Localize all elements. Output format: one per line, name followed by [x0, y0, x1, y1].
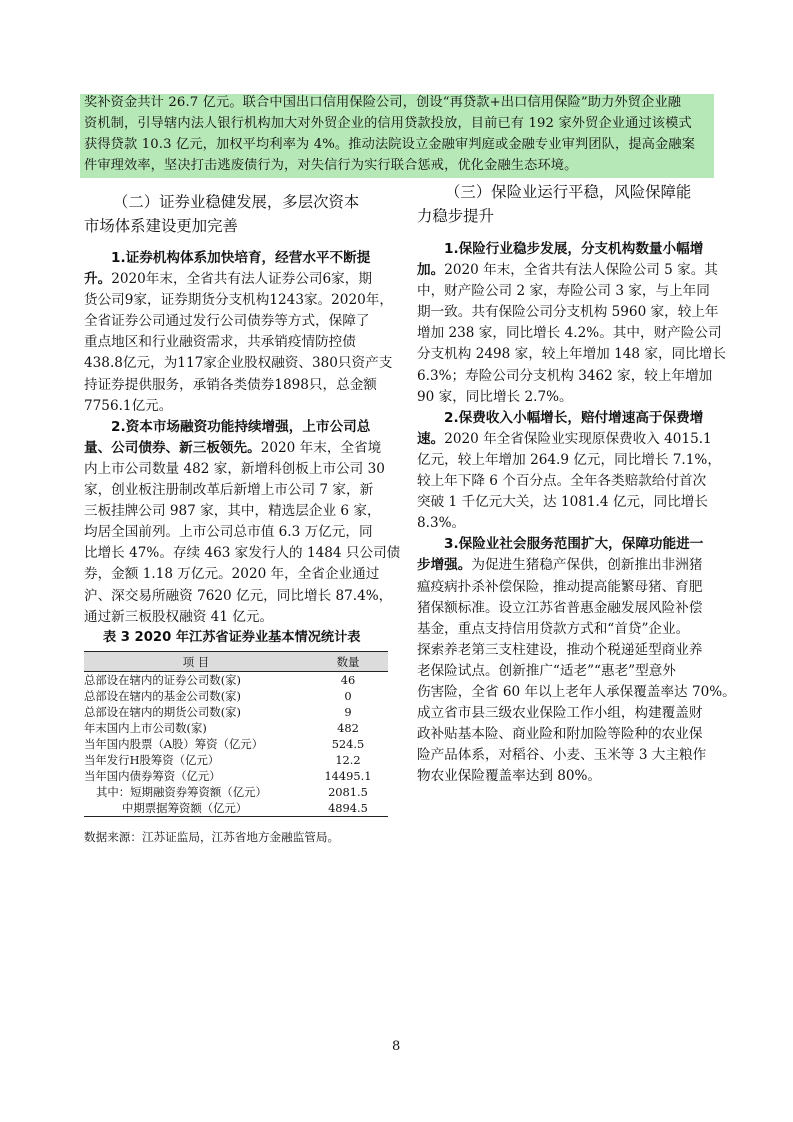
- paragraph-securities-1: 1.证券机构体系加快培育，经营水平不断提: [111, 250, 371, 266]
- table-cell-label: 年末国内上市公司数(家): [84, 721, 207, 735]
- text-line: 基金，重点支持信用贷款方式和“首贷”企业。: [417, 620, 690, 637]
- table-cell-label: 总部设在辖内的基金公司数(家): [84, 689, 241, 703]
- table-cell-value: 14495.1: [324, 769, 372, 783]
- paragraph-insurance-2-body: [417, 450, 721, 534]
- highlight-line: 资机制，引导辖内法人银行机构加大对外贸企业的信用贷款投放，目前已有 192 家外贸企业通过该模式: [84, 116, 692, 131]
- text-line: 探索养老第三支柱建设，推动个税递延型商业养: [417, 641, 703, 658]
- table-cell-value: 482: [337, 721, 359, 735]
- text-line: 6.3%；寿险公司分支机构 3462 家，较上年增加: [417, 367, 713, 384]
- text-line: 伤害险，全省 60 年以上老年人承保覆盖率达 70%。: [417, 683, 736, 700]
- text-line: 期一致。共有保险公司分支机构 5960 家，较上年: [417, 304, 719, 321]
- table-header-item: 项 目: [84, 652, 308, 672]
- text-line: 成立省市县三级农业保险工作小组，构建覆盖财: [417, 705, 703, 722]
- text-line: 分支机构 2498 家，较上年增加 148 家，同比增长: [417, 346, 726, 363]
- table-cell-value: 0: [344, 689, 352, 703]
- section-heading-securities: （二）证券业稳健发展，多层次资本: [113, 193, 360, 211]
- right-column: （三）保险业运行平稳，风险保障能 力稳步提升 1.保险行业稳步发展，分支机构数量小幅增 加。2020 年末，全省共有法人保险公司 5 家。其 中，财产险公司 2 家，寿险公司 3 家，与上年同 期一致。共有保险公司分支机构 5960 家，较上年 增加 238 家，同比增长 4.2%。其中，财产险公司 分支机构 2498 家，较上年增加 148 家，同比增长 6.3%；寿险公司分支机构 3462 家，较上年增加 90 家，同比增长 2.7%。 2.保费收入小幅增长，赔付增速高于保费增 速。2020 年全省保险业实现原保费收入 4015.1 亿元，较上年增加 264.9 亿元，同比增长 7.1%， 较上年下降 6 个百分点。全年各类赔款给付首次 突破 1 千亿元大关，达 1081.4 亿元，同比增长 8.3%。 3.保险业社会服务范围扩大，保障功能进一 步增强。为促进生猪稳产保供，创新推出非洲猪 瘟疫病扑杀补偿保险，推动提高能繁母猪、育肥 猪保额标准。设立江苏省普惠金融发展风险补偿 基金，重点支持信用贷款方式和“首贷”企业。 探索养老第三支柱建设，推动个税递延型商业养 老保险试点。创新推广“适老”“惠老”型意外 伤害险，全省 60 年以上老年人承保覆盖率达 70%。 成立省市县三级农业保险工作小组，构建覆盖财 政补贴基本险、商业险和附加险等险种的农业保 险产品体系，对稻谷、小麦、玉米等 3 大主粮作 物农业保险覆盖率达到 80%。: [417, 180, 717, 787]
- text-line: 全省证券公司通过发行公司债券等方式，保障了: [84, 313, 370, 330]
- highlight-line: 件审理效率，坚决打击逃废债行为，对失信行为实行联合惩戒，优化金融生态环境。: [84, 158, 578, 173]
- table-cell-label: 中期票据筹资额（亿元）: [84, 800, 308, 817]
- table-cell-value: 46: [340, 673, 356, 687]
- section-heading-insurance-2: 力稳步提升: [417, 207, 494, 225]
- text-line: 均居全国前列。上市公司总市值 6.3 万亿元，同: [84, 524, 373, 541]
- text-line: 重点地区和行业融资需求，共承销疫情防控债: [84, 334, 356, 351]
- text-line: 沪、深交易所融资 7620 亿元，同比增长 87.4%，: [84, 587, 393, 604]
- paragraph-insurance-1: 1.保险行业稳步发展，分支机构数量小幅增: [444, 241, 704, 257]
- text-line: 家，创业板注册制改革后新增上市公司 7 家，新: [84, 482, 374, 499]
- table-cell-label: 总部设在辖内的期货公司数(家): [84, 705, 241, 719]
- table-source: 数据来源：江苏证监局，江苏省地方金融监管局。: [84, 830, 340, 844]
- securities-table: [84, 651, 388, 817]
- text-line: 比增长 47%。存续 463 家发行人的 1484 只公司债: [84, 545, 401, 562]
- table-row: [84, 672, 388, 689]
- table-cell-value: 9: [344, 705, 352, 719]
- table-row: [84, 720, 388, 736]
- paragraph-insurance-3: 3.保险业社会服务范围扩大，保障功能进一: [444, 536, 704, 553]
- paragraph-securities-1-body: [84, 290, 393, 417]
- table-row: [84, 800, 388, 817]
- table-title: 表 3 2020 年江苏省证券业基本情况统计表: [103, 630, 361, 645]
- text-line: 持证券提供服务，承销各类债券1898只，总金额: [84, 376, 377, 393]
- paragraph-securities-2: 2.资本市场融资功能持续增强，上市公司总: [111, 418, 371, 435]
- text-line: 券，金额 1.18 万亿元。2020 年，全省企业通过: [84, 566, 380, 583]
- paragraph-securities-2-body: [84, 459, 401, 628]
- table-row: [84, 688, 388, 704]
- text-line: 物农业保险覆盖率达到 80%。: [417, 768, 602, 785]
- table-cell-value: 524.5: [331, 737, 365, 751]
- text-line: 险产品体系，对稻谷、小麦、玉米等 3 大主粮作: [417, 747, 707, 764]
- table-row: [84, 736, 388, 752]
- text-line: 突破 1 千亿元大关，达 1081.4 亿元，同比增长: [417, 494, 708, 511]
- text-line: 通过新三板股权融资 41 亿元。: [84, 608, 274, 625]
- table-header-value: 数量: [308, 652, 388, 672]
- paragraph-insurance-1-body: [417, 281, 726, 408]
- text-line: 瘟疫病扑杀补偿保险，推动提高能繁母猪、育肥: [417, 578, 703, 595]
- table-cell-label: 当年国内股票（A股）筹资（亿元）: [84, 737, 264, 751]
- text-line: 三板挂牌公司 987 家，其中，精选层企业 6 家，: [84, 503, 381, 520]
- text-line: 中，财产险公司 2 家，寿险公司 3 家，与上年同: [417, 283, 710, 300]
- paragraph-insurance-3-body: [417, 577, 736, 788]
- text-line: 内上市公司数量 482 家，新增科创板上市公司 30: [84, 460, 385, 477]
- text-line: 货公司9家，证券期货分支机构1243家。2020年，: [84, 292, 393, 309]
- table-cell-label: 当年发行H股筹资（亿元）: [84, 753, 220, 767]
- text-line: 较上年下降 6 个百分点。全年各类赔款给付首次: [417, 473, 707, 490]
- highlight-line: 获得贷款 10.3 亿元，加权平均利率为 4%。推动法院设立金融审判庭或金融专业审判团队，提高金融案: [84, 137, 696, 152]
- highlight-line: 奖补资金共计 26.7 亿元。联合中国出口信用保险公司，创设“再贷款+出口信用保险”助力外贸企业融: [84, 95, 682, 110]
- table-row: [84, 704, 388, 720]
- table-row: [84, 768, 388, 784]
- table-cell-value: 4894.5: [308, 800, 388, 817]
- section-heading-securities-2: 市场体系建设更加完善: [84, 217, 238, 235]
- text-line: 老保险试点。创新推广“适老”“惠老”型意外: [417, 662, 676, 679]
- page-number: 8: [392, 1039, 401, 1054]
- text-line: 8.3%。: [417, 515, 466, 532]
- section-heading-insurance: （三）保险业运行平稳，风险保障能: [445, 183, 692, 201]
- table-cell-label: 其中：短期融资券筹资额（亿元）: [96, 785, 267, 799]
- text-line: 政补贴基本险、商业险和附加险等险种的农业保: [417, 726, 703, 743]
- table-cell-label: 总部设在辖内的证券公司数(家): [84, 673, 241, 687]
- text-line: 增加 238 家，同比增长 4.2%。其中，财产险公司: [417, 325, 722, 342]
- left-column: （二）证券业稳健发展，多层次资本 市场体系建设更加完善 1.证券机构体系加快培育，经营水平不断提 升。2020年末，全省共有法人证券公司6家，期 货公司9家，证券期货分支机构1243家。2020年， 全省证券公司通过发行公司债券等方式，保障了 重点地区和行业融资需求，共承销疫情防控债 438.8亿元，为117家企业股权融资、380只资产支 持证券提供服务，承销各类债券1898只，总金额 7756.1亿元。 2.资本市场融资功能持续增强，上市公司总 量、公司债券、新三板领先。2020 年末，全省境 内上市公司数量 482 家，新增科创板上市公司 30 家，创业板注册制改革后新增上市公司 7 家，新 三板挂牌公司 987 家，其中，精选层企业 6 家， 均居全国前列。上市公司总市值 6.3 万亿元，同 比增长 47%。存续 463 家发行人的 1484 只公司债 券，金额 1.18 万亿元。2020 年，全省企业通过 沪、深交易所融资 7620 亿元，同比增长 87.4%， 通过新三板股权融资 41 亿元。: [84, 190, 390, 628]
- table-cell-value: 12.2: [335, 753, 361, 767]
- text-line: 7756.1亿元。: [84, 397, 173, 414]
- table-row: [84, 784, 388, 800]
- text-line: 猪保额标准。设立江苏省普惠金融发展风险补偿: [417, 599, 703, 616]
- text-line: 亿元，较上年增加 264.9 亿元，同比增长 7.1%，: [417, 451, 721, 468]
- text-line: 90 家，同比增长 2.7%。: [417, 388, 573, 405]
- text-line: 438.8亿元，为117家企业股权融资、380只资产支: [84, 355, 393, 372]
- table-cell-label: 当年国内债券筹资（亿元）: [84, 769, 221, 783]
- table-row: [84, 752, 388, 768]
- table-cell-value: 2081.5: [328, 785, 368, 799]
- paragraph-insurance-2: 2.保费收入小幅增长，赔付增速高于保费增: [444, 409, 704, 426]
